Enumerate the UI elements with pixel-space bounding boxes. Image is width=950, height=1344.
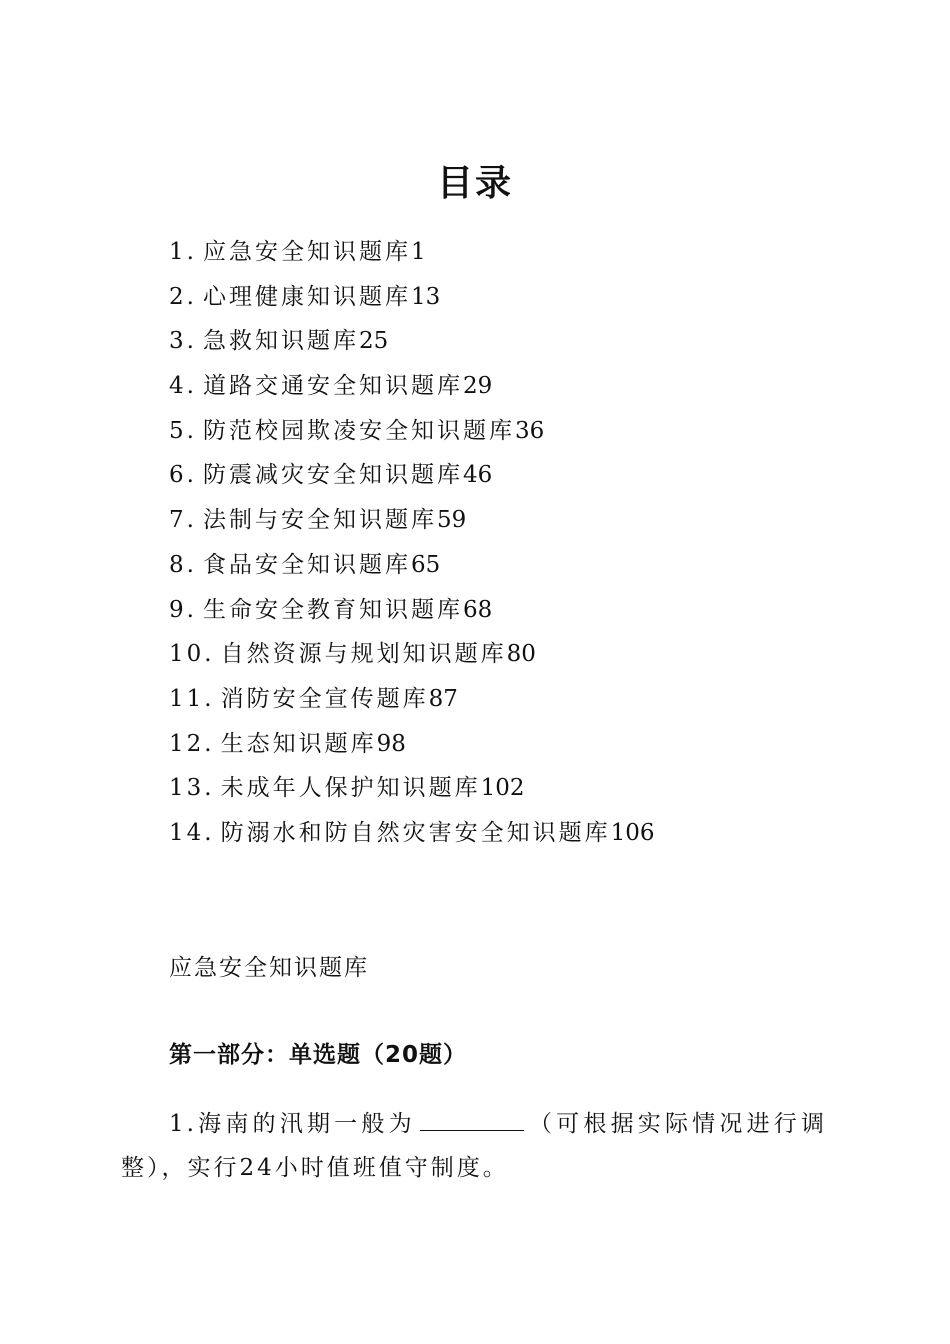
toc-item-title: 急救知识题库 <box>202 328 359 355</box>
toc-item[interactable] <box>169 811 869 856</box>
toc-item[interactable] <box>169 677 869 722</box>
toc-item-number: 9. <box>169 596 197 623</box>
toc-item-page: 36 <box>514 417 545 444</box>
toc-item[interactable] <box>169 275 869 320</box>
toc-item-number: 4. <box>169 373 197 400</box>
toc-item-number: 11. <box>169 685 215 712</box>
toc-item-number: 6. <box>169 462 197 489</box>
toc-item-title: 生命安全教育知识题库 <box>202 596 463 623</box>
toc-item-page: 46 <box>462 462 493 489</box>
answer-blank <box>420 1108 524 1131</box>
part-heading: 第一部分：单选题（20题） <box>169 1042 468 1068</box>
toc-item-page: 102 <box>480 775 525 802</box>
toc-item-number: 1. <box>169 239 197 265</box>
page-title: 目录 <box>436 163 513 205</box>
toc-item-title: 防震减灾安全知识题库 <box>202 462 463 489</box>
toc-item-number: 3. <box>169 328 197 355</box>
toc-item-number: 5. <box>169 417 197 444</box>
toc-item-title: 道路交通安全知识题库 <box>202 373 463 400</box>
toc-item-title: 生态知识题库 <box>220 730 377 757</box>
toc-item[interactable] <box>169 364 869 409</box>
toc-item-page: 98 <box>376 730 406 757</box>
toc-item-page: 59 <box>436 507 467 534</box>
toc-item-number: 8. <box>169 551 197 578</box>
toc-item-title: 心理健康知识题库 <box>202 283 411 310</box>
toc-item-page: 65 <box>410 551 441 578</box>
toc-item[interactable] <box>169 498 869 543</box>
question-paragraph <box>121 1102 827 1190</box>
toc-item-number: 10. <box>169 641 215 668</box>
toc-item-page: 87 <box>428 685 458 712</box>
toc-item[interactable] <box>169 230 869 275</box>
toc-item[interactable] <box>169 722 869 767</box>
toc-item[interactable] <box>169 543 869 588</box>
toc-item-page: 13 <box>410 283 441 310</box>
question-text-after: （可根据实际情况进行调整），实行24小时值班值守制度。 <box>121 1111 827 1181</box>
toc-item[interactable] <box>169 453 869 498</box>
toc-item[interactable] <box>169 319 869 364</box>
toc-item-number: 7. <box>169 507 197 534</box>
toc-item[interactable] <box>169 632 869 677</box>
toc-item-title: 防范校园欺凌安全知识题库 <box>202 417 515 444</box>
toc-item-number: 12. <box>169 730 215 757</box>
toc-item-page: 106 <box>610 819 655 846</box>
toc-item[interactable] <box>169 409 869 454</box>
section-heading: 应急安全知识题库 <box>169 955 369 981</box>
toc-item-title: 应急安全知识题库 <box>202 239 411 265</box>
toc-item-number: 2. <box>169 283 197 310</box>
toc-item-number: 13. <box>169 775 215 802</box>
toc-item-title: 消防安全宣传题库 <box>220 685 429 712</box>
toc-item-page: 80 <box>506 641 536 668</box>
toc-item-page: 25 <box>358 328 389 355</box>
toc-item-title: 法制与安全知识题库 <box>202 507 437 534</box>
toc-item-number: 14. <box>169 819 215 846</box>
toc-item[interactable] <box>169 588 869 633</box>
toc-item[interactable] <box>169 766 869 811</box>
toc-item-page: 1 <box>410 239 426 265</box>
toc-item-title: 自然资源与规划知识题库 <box>220 641 507 668</box>
toc-item-title: 未成年人保护知识题库 <box>220 775 481 802</box>
toc-item-page: 68 <box>462 596 493 623</box>
question-text-before: 1.海南的汛期一般为 <box>169 1111 416 1137</box>
toc-item-page: 29 <box>462 373 493 400</box>
toc-item-title: 食品安全知识题库 <box>202 551 411 578</box>
table-of-contents <box>169 230 869 856</box>
toc-item-title: 防溺水和防自然灾害安全知识题库 <box>220 819 611 846</box>
